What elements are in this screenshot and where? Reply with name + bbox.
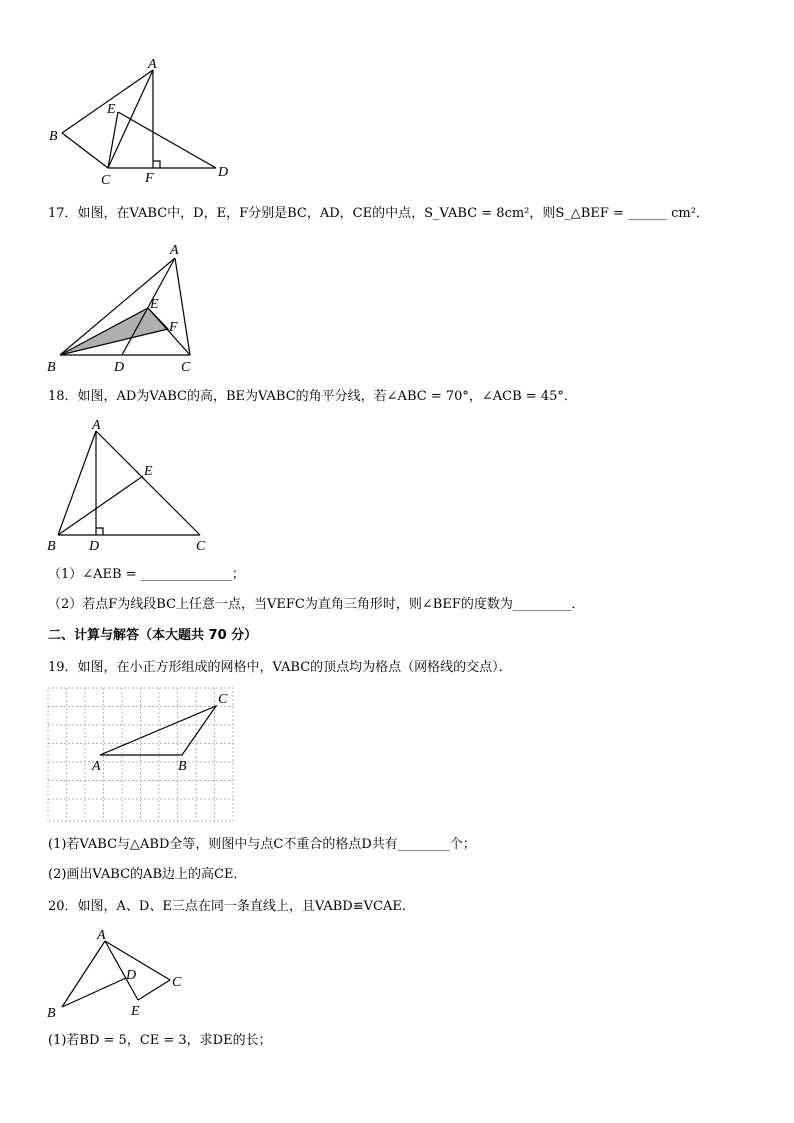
q17-label-a: A — [170, 243, 179, 258]
q19-text: 19．如图，在小正方形组成的网格中，VABC的顶点均为格点（网格线的交点）． — [48, 660, 512, 675]
q20-label-a: A — [97, 928, 106, 943]
q19-part1: (1)若VABC与△ABD全等，则图中与点C不重合的格点D共有________个； — [48, 837, 476, 852]
q19-part2: (2)画出VABC的AB边上的高CE． — [48, 867, 247, 882]
fig1-label-b: B — [49, 129, 58, 144]
q17-text: 17．如图，在VABC中，D，E，F分别是BC，AD，CE的中点，S_VABC = 8cm²，则S_△BEF = ______ cm²． — [48, 206, 709, 221]
q18-label-c: C — [196, 539, 206, 554]
figure-top — [62, 70, 216, 168]
fig1-label-a: A — [148, 57, 157, 72]
fig1-label-f: F — [145, 171, 154, 186]
q20-label-c: C — [172, 975, 182, 990]
section2-title: 二、计算与解答（本大题共 70 分） — [48, 628, 258, 643]
q18-label-d: D — [89, 539, 100, 554]
q19-label-a: A — [92, 759, 101, 774]
q19-label-c: C — [218, 692, 228, 707]
figure-q20 — [62, 941, 170, 1007]
q18-label-a: A — [92, 418, 101, 433]
q18-text: 18．如图，AD为VABC的高，BE为VABC的角平分线，若∠ABC = 70°，∠ACB = 45°． — [48, 389, 577, 404]
q17-label-b: B — [47, 360, 56, 375]
q18-part2: （2）若点F为线段BC上任意一点，当VEFC为直角三角形时，则∠BEF的度数为_________． — [48, 597, 585, 612]
q20-text: 20．如图，A、D、E三点在同一条直线上，且VABD≌VCAE． — [48, 899, 415, 914]
q17-label-f: F — [169, 320, 178, 335]
fig1-label-e: E — [107, 102, 116, 117]
q18-label-e: E — [144, 464, 153, 479]
q17-label-c: C — [181, 360, 191, 375]
figure-q19-triangle — [100, 706, 216, 755]
figure-q17 — [60, 258, 190, 355]
q20-label-d: D — [126, 968, 137, 983]
q20-part1: (1)若BD = 5，CE = 3，求DE的长； — [48, 1033, 272, 1048]
q17-label-d: D — [114, 360, 125, 375]
fig1-label-d: D — [218, 165, 229, 180]
fig1-label-c: C — [101, 173, 111, 188]
q19-label-b: B — [178, 759, 187, 774]
q20-label-b: B — [47, 1006, 56, 1021]
q20-label-e: E — [131, 1004, 140, 1019]
figure-q18 — [58, 431, 200, 535]
q18-label-b: B — [47, 539, 56, 554]
q17-label-e: E — [150, 297, 159, 312]
q18-part1: （1）∠AEB = ______________； — [48, 567, 245, 582]
